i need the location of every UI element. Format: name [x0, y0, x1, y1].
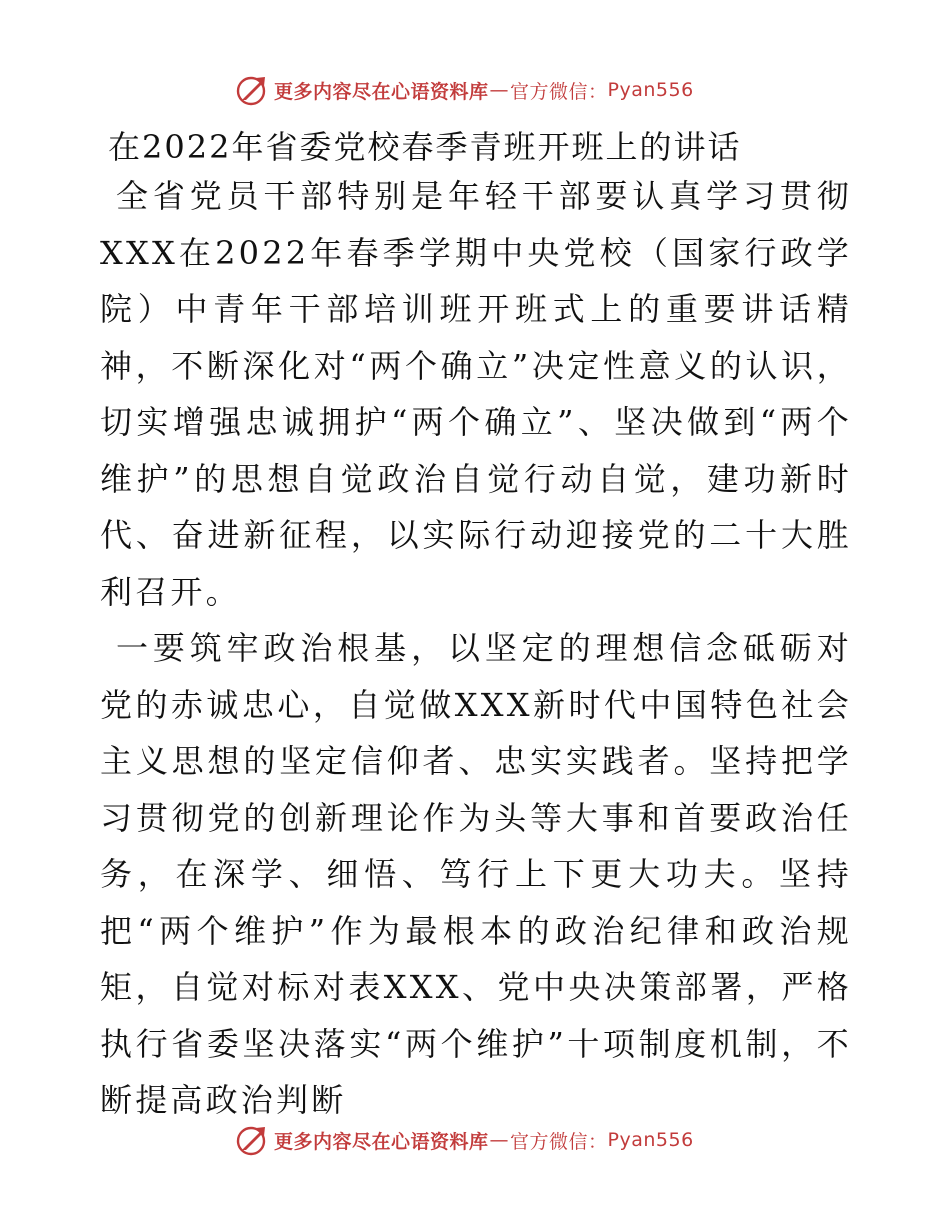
watermark-dash: — [489, 1129, 510, 1151]
watermark-wechat-id: Pyan556 [607, 79, 694, 101]
watermark-official-label: 官方微信： [510, 80, 608, 103]
paragraph-2: 一要筑牢政治根基，以坚定的理想信念砥砺对党的赤诚忠心，自觉做XXX新时代中国特色社会主义思想的坚定信仰者、忠实实践者。坚持把学习贯彻党的创新理论作为头等大事和首要政治任务，在深学、细悟、笃行上下更大功夫。坚持把“两个维护”作为最根本的政治纪律和政治规矩，自觉对标对表XXX、党中央决策部署，严格执行省委坚决落实“两个维护”十项制度机制，不断提高政治判断 [100, 629, 852, 1119]
watermark-wechat-id: Pyan556 [607, 1129, 694, 1151]
watermark-dash: — [489, 79, 510, 101]
footer-watermark [236, 1122, 694, 1158]
document-title: 在2022年省委党校春季青班开班上的讲话 [108, 128, 742, 166]
header-watermark [236, 72, 694, 108]
watermark-site-text: 更多内容尽在心语资料库 [274, 1130, 489, 1153]
quill-logo-icon [236, 1124, 268, 1156]
paragraph-1: 全省党员干部特别是年轻干部要认真学习贯彻XXX在2022年春季学期中央党校（国家行政学院）中青年干部培训班开班式上的重要讲话精神，不断深化对“两个确立”决定性意义的认识，切实增强忠诚拥护“两个确立”、坚决做到“两个维护”的思想自觉政治自觉行动自觉，建功新时代、奋进新征程，以实际行动迎接党的二十大胜利召开。 [100, 177, 852, 611]
watermark-official-label: 官方微信： [510, 1130, 608, 1153]
watermark-site-text: 更多内容尽在心语资料库 [274, 80, 489, 103]
quill-logo-icon [236, 74, 268, 106]
